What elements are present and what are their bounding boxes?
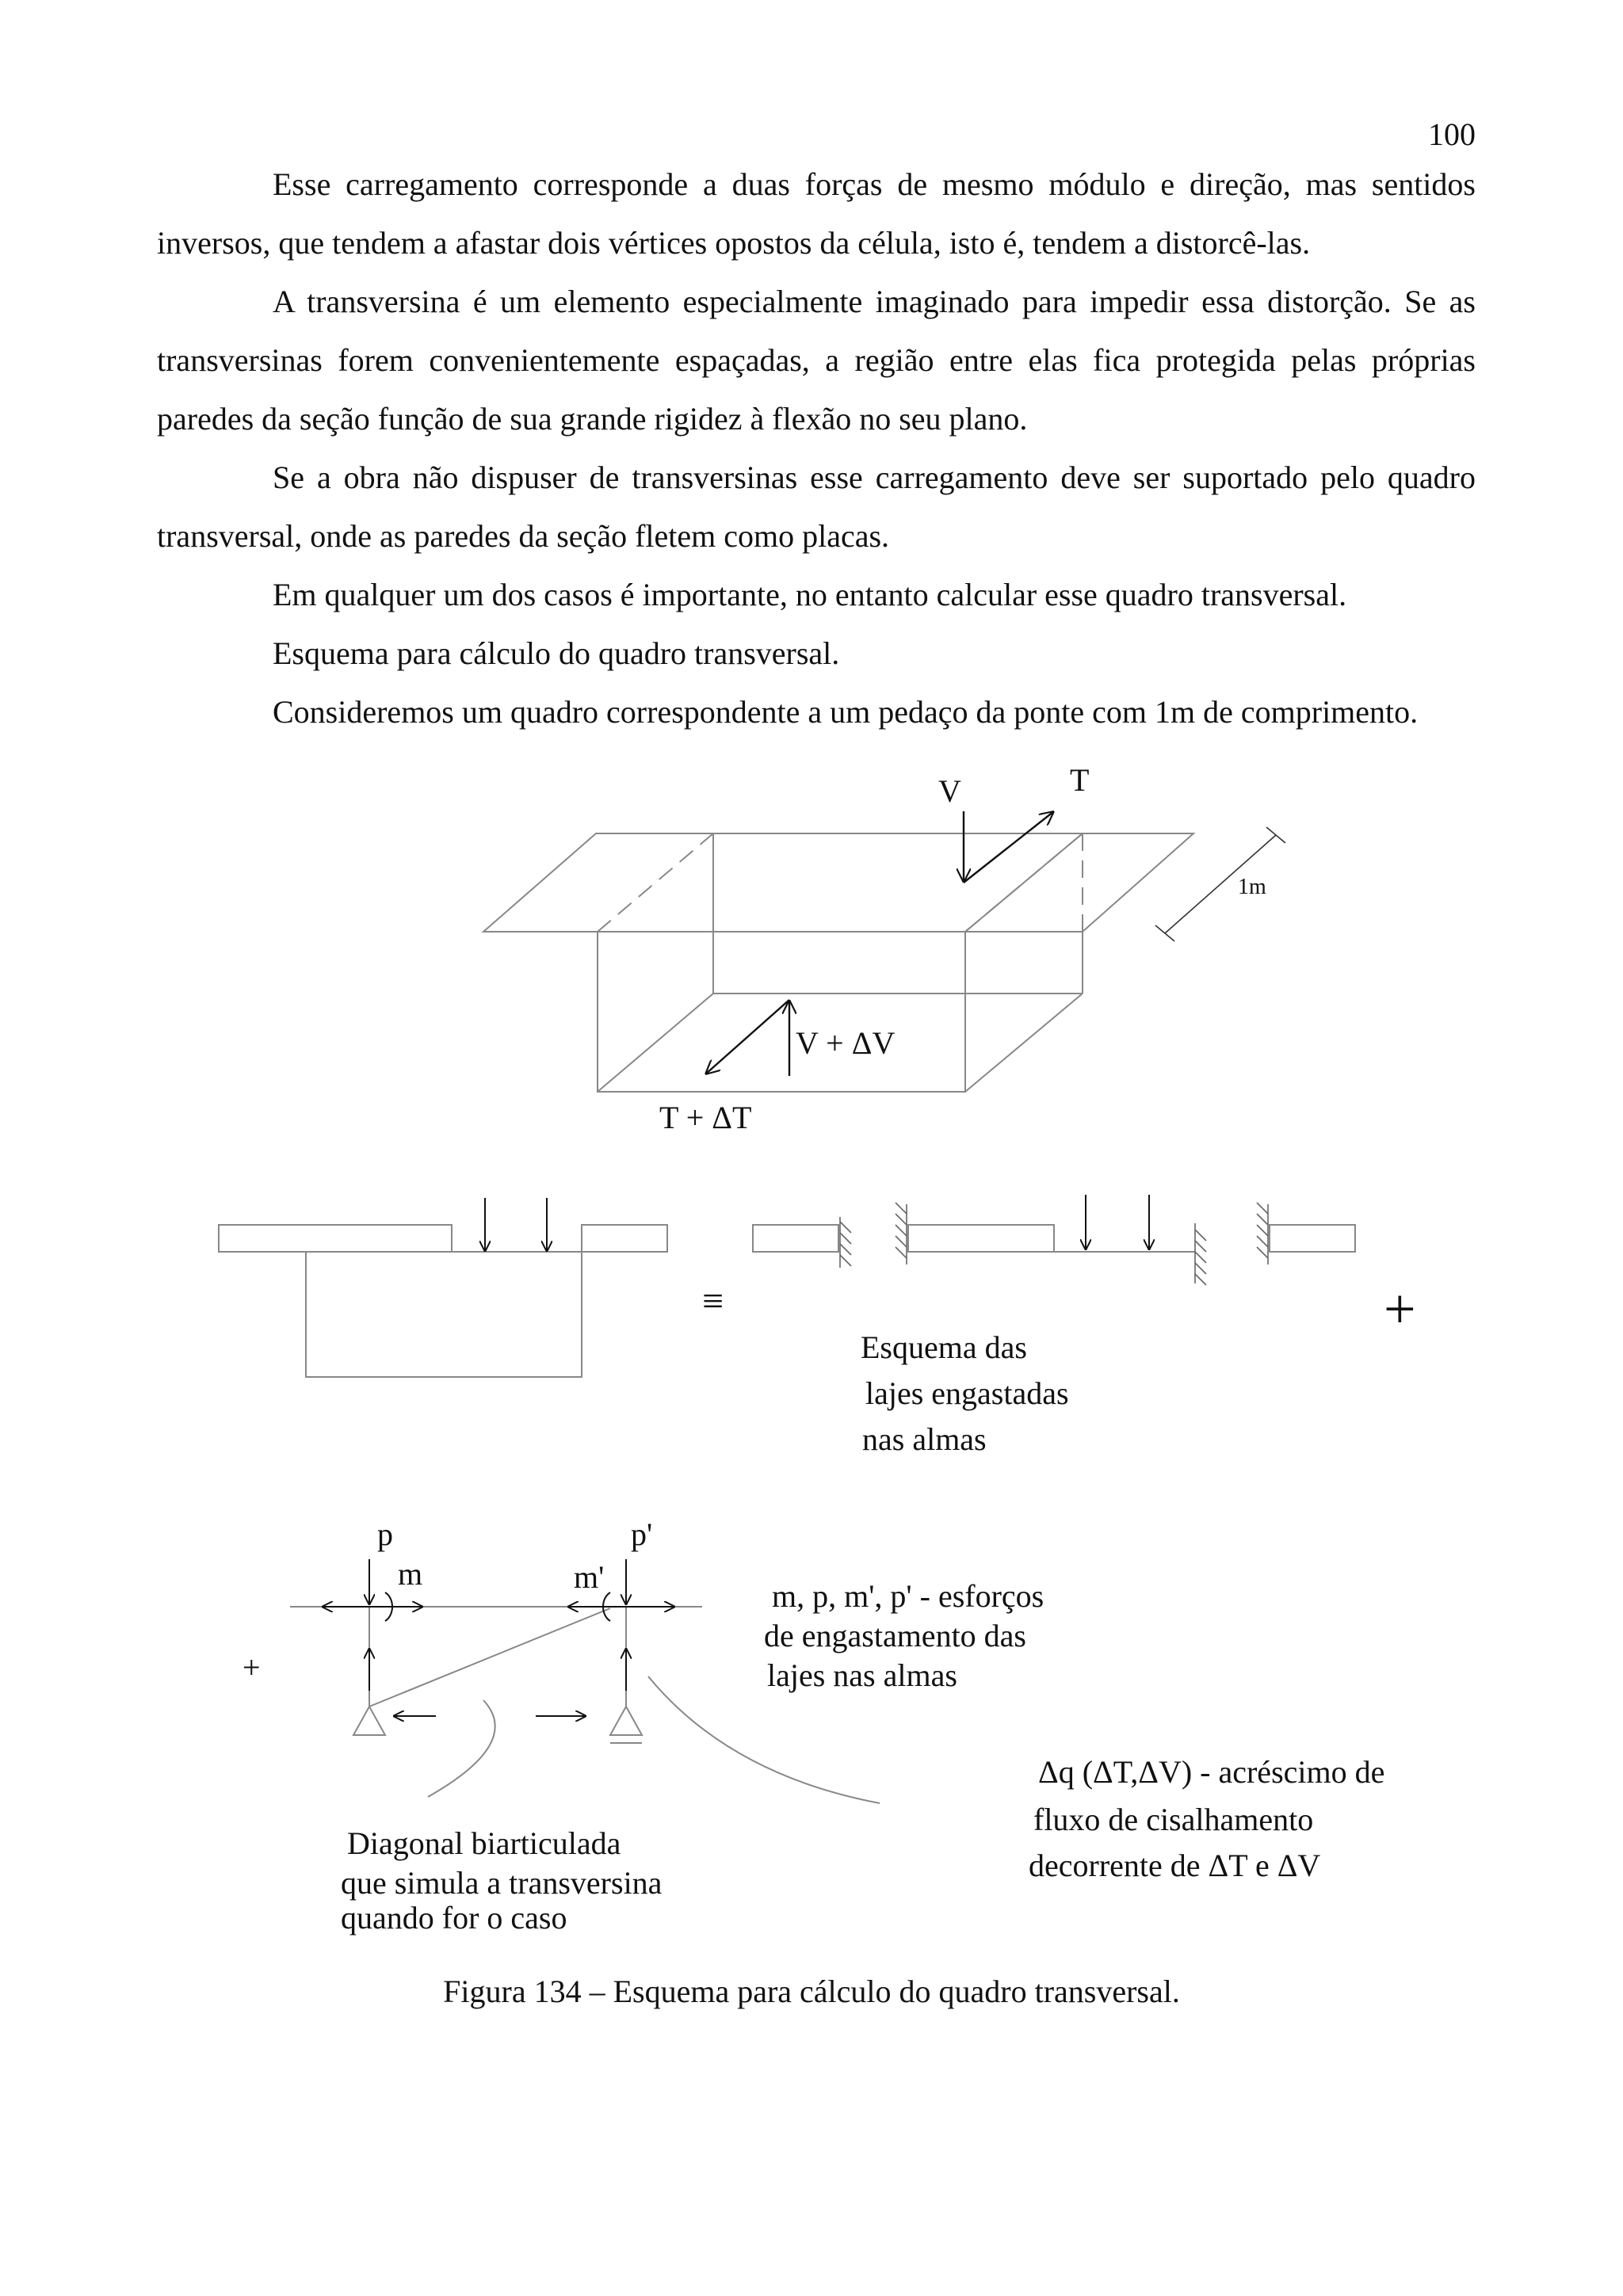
label-m-prime: m' [574, 1559, 605, 1595]
right-support [610, 1707, 642, 1735]
diagonal-caption-line-2: que simula a transversina [341, 1865, 663, 1901]
top-slab [483, 833, 1193, 932]
paragraph-5: Esquema para cálculo do quadro transversal. [273, 635, 840, 671]
flow-caption-line-3: decorrente de ΔT e ΔV [1029, 1848, 1321, 1883]
diagonal-member [369, 1608, 610, 1707]
diagonal-caption [341, 1825, 670, 1936]
diagonal-caption-line-1: Diagonal biarticulada [347, 1825, 621, 1861]
frame-arrows [322, 1559, 675, 1716]
equiv-symbol: ≡ [702, 1280, 724, 1322]
paragraph-3: Se a obra não dispuser de transversinas esse carregamento deve ser suportado pelo quadro transversal, onde as paredes da seção fletem como placas. [157, 460, 1476, 554]
flow-caption [1029, 1754, 1392, 1883]
plus-symbol-right: + [1384, 1277, 1416, 1341]
label-T: T [1070, 762, 1090, 798]
label-m: m [398, 1556, 423, 1592]
slabs-caption [861, 1329, 1077, 1457]
box-bottom-right-edge [965, 994, 1083, 1092]
slabs-caption-line-2: lajes engastadas [865, 1375, 1069, 1411]
label-V: V [938, 773, 961, 809]
paragraph-4: Em qualquer um dos casos é importante, no entanto calcular esse quadro transversal. [273, 577, 1347, 612]
label-T-dT: T + ΔT [659, 1100, 752, 1135]
cross-section-loads [485, 1198, 547, 1252]
paragraph-2: A transversina é um elemento especialmente imaginado para impedir essa distorção. Se as transversinas forem convenientemente espaçadas, a região entre elas fica protegida pelas próprias paredes da seção função de sua grande rigidez à flexão no seu plano. [157, 284, 1476, 437]
flow-leader [648, 1676, 880, 1803]
label-1m: 1m [1238, 875, 1266, 899]
diagonal-caption-line-3: quando for o caso [341, 1900, 567, 1936]
paragraph-6: Consideremos um quadro correspondente a um pedaço da ponte com 1m de comprimento. [273, 694, 1419, 730]
label-V-dV: V + ΔV [796, 1025, 896, 1061]
paragraph-1: Esse carregamento corresponde a duas forças de mesmo módulo e direção, mas sentidos inversos, que tendem a afastar dois vértices opostos da célula, isto é, tendem a distorcê-las. [157, 166, 1476, 261]
label-p: p [377, 1516, 393, 1552]
efforts-caption-line-2: de engastamento das [764, 1618, 1026, 1653]
arrow-T-dT [705, 1000, 789, 1074]
slabs-caption-line-1: Esquema das [861, 1329, 1027, 1365]
box-front-face [598, 932, 965, 1092]
label-p-prime: p' [631, 1516, 653, 1552]
page-number: 100 [1428, 116, 1476, 152]
flow-caption-line-1: Δq (ΔT,ΔV) - acréscimo de [1038, 1754, 1385, 1790]
efforts-caption-line-1: m, p, m', p' - esforços [772, 1578, 1044, 1614]
hidden-edge-left [598, 833, 713, 932]
plus-symbol-left: + [242, 1650, 261, 1685]
efforts-caption [764, 1578, 1052, 1693]
efforts-caption-line-3: lajes nas almas [767, 1657, 957, 1693]
box-top-right-edge [965, 833, 1083, 932]
cross-section-diagram [219, 1225, 667, 1377]
flow-caption-line-2: fluxo de cisalhamento [1033, 1802, 1314, 1837]
box-bottom-left-edge [598, 994, 713, 1092]
slabs-caption-line-3: nas almas [862, 1421, 987, 1457]
arrow-T [964, 811, 1054, 883]
left-support [353, 1707, 385, 1735]
diagonal-leader [428, 1700, 495, 1797]
figure-caption: Figura 134 – Esquema para cálculo do quadro transversal. [443, 1974, 1180, 2009]
fixed-slabs-loads [1086, 1195, 1149, 1250]
